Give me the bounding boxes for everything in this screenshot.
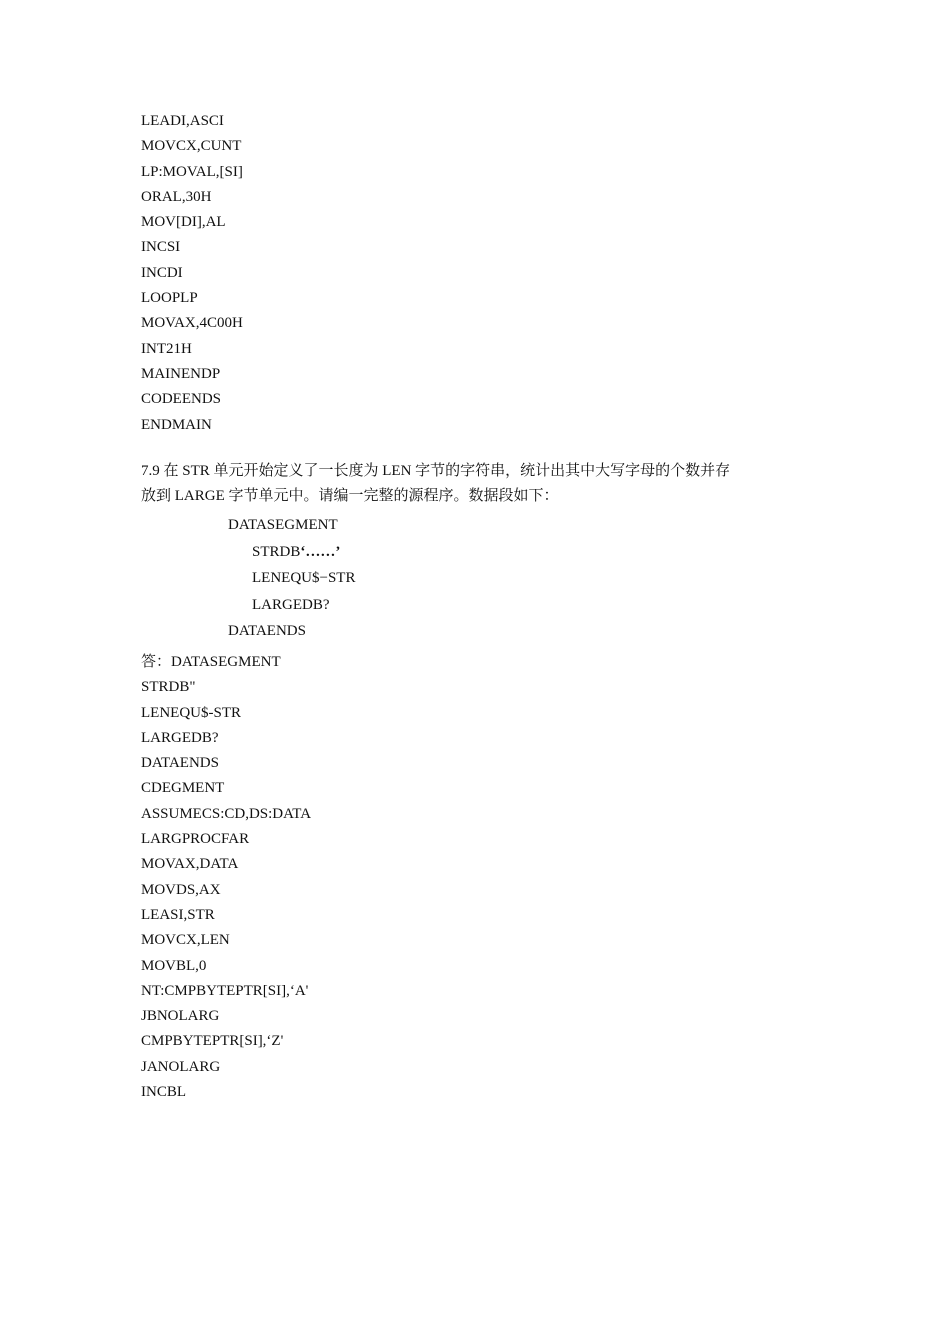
code-line: INCDI [141, 264, 183, 281]
code-line: CODEENDS [141, 391, 222, 408]
answer-line: INCBL [141, 1084, 186, 1101]
code-line: MOVAX,4C00H [141, 315, 243, 332]
answer-line: MOVAX,DATA [141, 856, 239, 873]
code-line: ORAL,30H [141, 188, 212, 205]
answer-listing [141, 650, 311, 1105]
answer-line: MOVCX,LEN [141, 932, 230, 949]
code-line: MOVCX,CUNT [141, 138, 242, 155]
question-paragraph [141, 459, 811, 509]
code-line: LP:MOVAL,[SI] [141, 163, 243, 180]
answer-line: MOVDS,AX [141, 881, 221, 898]
code-line: INT21H [141, 340, 192, 357]
answer-line: NT:CMPBYTEPTR[SI],‘A' [141, 982, 309, 999]
answer-line: 答：DATASEGMENT [141, 654, 281, 670]
len-definition-line: LENEQU$−STR [252, 570, 356, 586]
answer-line: JANOLARG [141, 1058, 221, 1075]
code-line: LOOPLP [141, 290, 198, 307]
answer-line: LEASI,STR [141, 906, 215, 923]
answer-line: LARGEDB? [141, 729, 219, 746]
data-segment-definition [228, 512, 355, 645]
data-seg-end: DATAENDS [228, 623, 306, 639]
answer-line: MOVBL,0 [141, 957, 207, 974]
answer-line: LARGPROCFAR [141, 831, 250, 848]
code-line: MAINENDP [141, 365, 221, 382]
code-line: INCSI [141, 239, 181, 256]
answer-line: ASSUMECS:CD,DS:DATA [141, 805, 312, 822]
answer-line: CDEGMENT [141, 780, 225, 797]
str-definition-line [228, 539, 355, 566]
code-line: ENDMAIN [141, 416, 212, 433]
code-line: MOV[DI],AL [141, 214, 226, 231]
answer-line: DATAENDS [141, 755, 219, 772]
str-prefix: STRDB [252, 543, 301, 560]
data-seg-start: DATASEGMENT [228, 517, 338, 533]
question-line: 7.9 在 STR 单元开始定义了一长度为 LEN 字节的字符串，统计出其中大写字母的个数并存 [141, 463, 731, 479]
question-line: 放到 LARGE 字节单元中。请编一完整的源程序。数据段如下： [141, 488, 559, 504]
answer-line: CMPBYTEPTR[SI],‘Z' [141, 1033, 284, 1050]
answer-line: LENEQU$-STR [141, 704, 241, 721]
answer-line: STRDB" [141, 679, 196, 696]
code-line: LEADI,ASCI [141, 113, 224, 129]
str-value: ‘……’ [300, 543, 341, 560]
code-listing-top [141, 109, 243, 438]
answer-line: JBNOLARG [141, 1008, 220, 1025]
large-definition-line: LARGEDB? [252, 596, 330, 613]
